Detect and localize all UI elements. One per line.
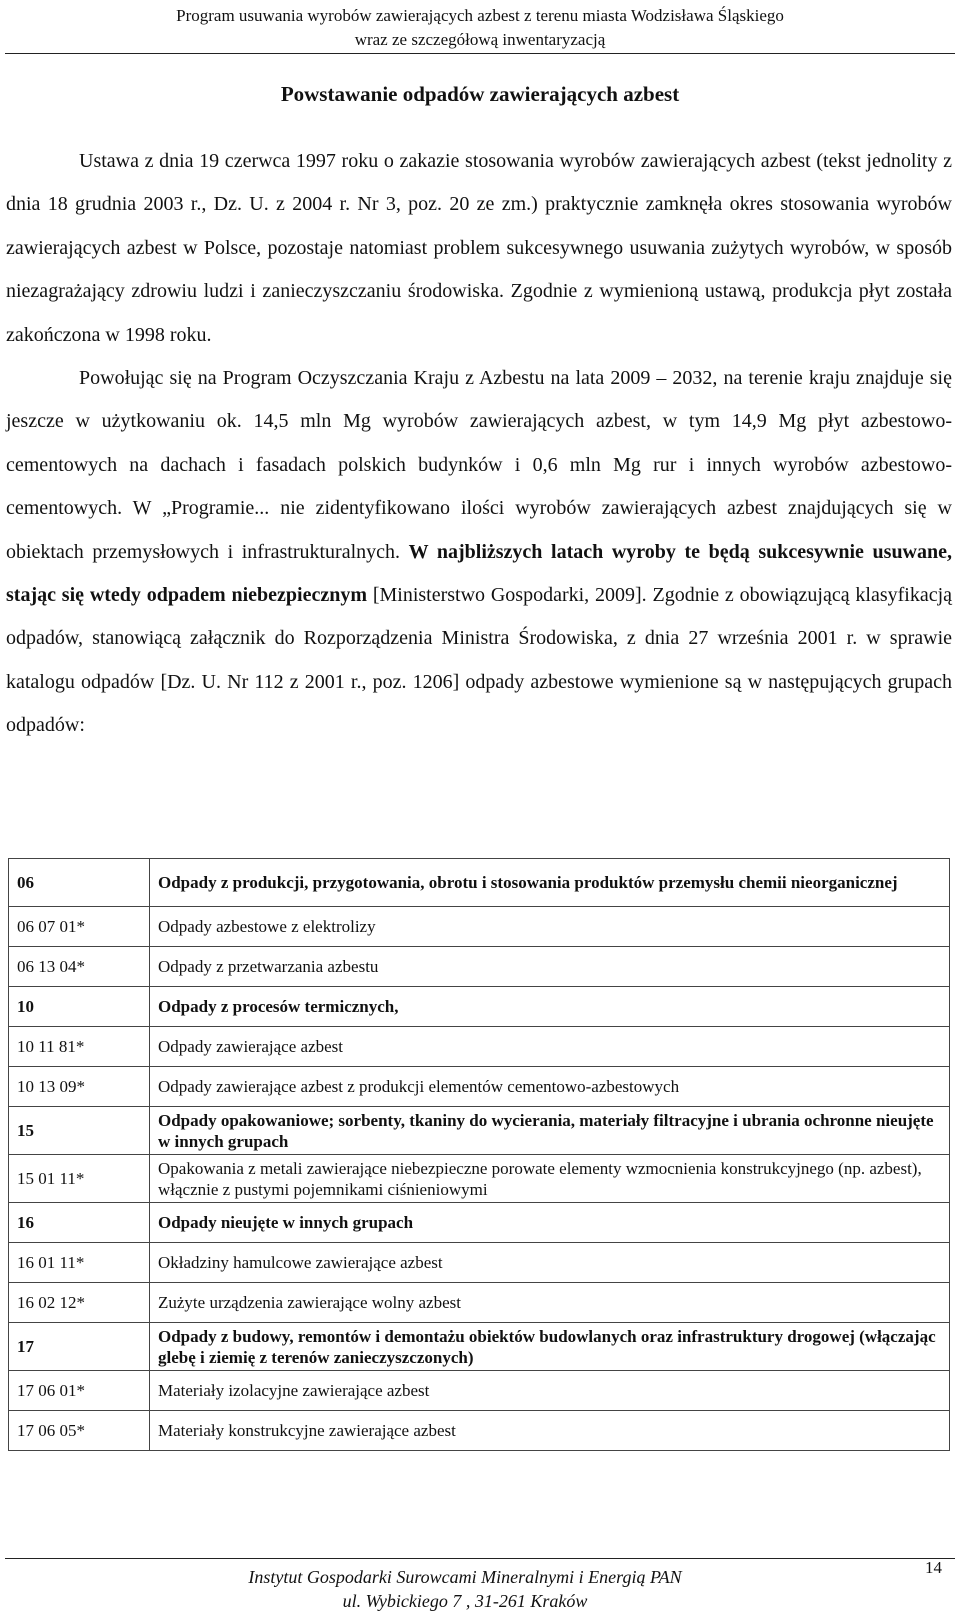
page-number: 14: [925, 1558, 942, 1577]
paragraph-2-start: Powołując się na Program Oczyszczania Kraju z Azbestu na lata 2009 – 2032, na terenie kraju znajduje się jeszcze w użytkowaniu ok. 14,5 mln Mg wyrobów zawierających azbest, w tym 14,9 Mg płyt azbestowo-cementowych na dachach i fasadach polskich budynków i 0,6 mln Mg rur i innych wyrobów azbestowo-cementowych. W „Programie... nie zidentyfikowano ilości wyrobów zawierających azbest znajdujących się w obiektach przemysłowych i infrastrukturalnych.: [6, 367, 952, 563]
page-header: [0, 4, 960, 52]
paragraph-2-end: [Ministerstwo Gospodarki, 2009]. Zgodnie z obowiązującą klasyfikacją odpadów, stanowiącą załącznik do Rozporządzenia Ministra Środowiska, z dnia 27 września 2001 r. w sprawie katalogu odpadów [Dz. U. Nr 112 z 2001 r., poz. 1206] odpady azbestowe wymienione są w następujących grupach odpadów:: [6, 584, 953, 737]
waste-code: 16 01 11*: [9, 1243, 150, 1283]
waste-description: Odpady z budowy, remontów i demontażu obiektów budowlanych oraz infrastruktury drogowej (włączając glebę i ziemię z terenów zanieczyszczonych): [150, 1323, 950, 1371]
table-row: [9, 947, 950, 987]
table-row: [9, 1107, 950, 1155]
waste-code: 10 13 09*: [9, 1067, 150, 1107]
waste-description: Okładziny hamulcowe zawierające azbest: [150, 1243, 950, 1283]
waste-code: 17 06 05*: [9, 1411, 150, 1451]
table-row: [9, 1243, 950, 1283]
waste-code: 15: [9, 1107, 150, 1155]
table-row: [9, 1371, 950, 1411]
waste-description: Odpady z przetwarzania azbestu: [150, 947, 950, 987]
page-footer: [150, 1565, 780, 1613]
waste-code: 17 06 01*: [9, 1371, 150, 1411]
table-row: [9, 859, 950, 907]
waste-code: 06 07 01*: [9, 907, 150, 947]
waste-code: 16 02 12*: [9, 1283, 150, 1323]
table-row: [9, 1067, 950, 1107]
section-heading: Powstawanie odpadów zawierających azbest: [280, 82, 680, 106]
waste-code: 17: [9, 1323, 150, 1371]
waste-code: 10 11 81*: [9, 1027, 150, 1067]
footer-line-2: ul. Wybickiego 7 , 31-261 Kraków: [342, 1591, 588, 1611]
waste-code-table: [8, 858, 950, 1451]
header-divider: [5, 53, 955, 54]
table-row: [9, 1323, 950, 1371]
waste-description: Odpady opakowaniowe; sorbenty, tkaniny do wycierania, materiały filtracyjne i ubrania ochronne nieujęte w innych grupach: [150, 1107, 950, 1155]
header-line-1: Program usuwania wyrobów zawierających azbest z terenu miasta Wodzisława Śląskiego: [176, 6, 784, 25]
footer-divider: [5, 1558, 955, 1559]
waste-description: Odpady azbestowe z elektrolizy: [150, 907, 950, 947]
waste-description: Opakowania z metali zawierające niebezpieczne porowate elementy wzmocnienia konstrukcyjnego (np. azbest), włącznie z pustymi pojemnikami ciśnieniowymi: [150, 1155, 950, 1203]
waste-code: 06: [9, 859, 150, 907]
table-row: [9, 987, 950, 1027]
waste-description: Materiały izolacyjne zawierające azbest: [150, 1371, 950, 1411]
body-text: [6, 140, 952, 748]
table-row: [9, 1155, 950, 1203]
waste-code: 16: [9, 1203, 150, 1243]
paragraph-2: [6, 357, 952, 748]
waste-description: Odpady zawierające azbest z produkcji elementów cementowo-azbestowych: [150, 1067, 950, 1107]
paragraph-2-bold: W najbliższych latach wyroby te będą sukcesywnie usuwane, stając się wtedy odpadem niebezpiecznym: [6, 540, 953, 607]
waste-description: Odpady z produkcji, przygotowania, obrotu i stosowania produktów przemysłu chemii nieorganicznej: [150, 859, 950, 907]
table-row: [9, 1283, 950, 1323]
waste-description: Materiały konstrukcyjne zawierające azbest: [150, 1411, 950, 1451]
header-line-2: wraz ze szczegółową inwentaryzacją: [354, 30, 606, 49]
table-row: [9, 907, 950, 947]
table-row: [9, 1027, 950, 1067]
waste-code: 15 01 11*: [9, 1155, 150, 1203]
table-row: [9, 1411, 950, 1451]
waste-code: 06 13 04*: [9, 947, 150, 987]
paragraph-1: Ustawa z dnia 19 czerwca 1997 roku o zakazie stosowania wyrobów zawierających azbest (tekst jednolity z dnia 18 grudnia 2003 r., Dz. U. z 2004 r. Nr 3, poz. 20 ze zm.) praktycznie zamknęła okres stosowania wyrobów zawierających azbest w Polsce, pozostaje natomiast problem sukcesywnego usuwania zużytych wyrobów, w sposób niezagrażający zdrowiu ludzi i zanieczyszczaniu środowiska. Zgodnie z wymienioną ustawą, produkcja płyt została zakończona w 1998 roku.: [6, 150, 952, 346]
waste-description: Odpady nieujęte w innych grupach: [150, 1203, 950, 1243]
waste-description: Odpady zawierające azbest: [150, 1027, 950, 1067]
waste-code: 10: [9, 987, 150, 1027]
waste-description: Zużyte urządzenia zawierające wolny azbest: [150, 1283, 950, 1323]
table-row: [9, 1203, 950, 1243]
waste-description: Odpady z procesów termicznych,: [150, 987, 950, 1027]
footer-line-1: Instytut Gospodarki Surowcami Mineralnymi i Energią PAN: [248, 1567, 682, 1587]
